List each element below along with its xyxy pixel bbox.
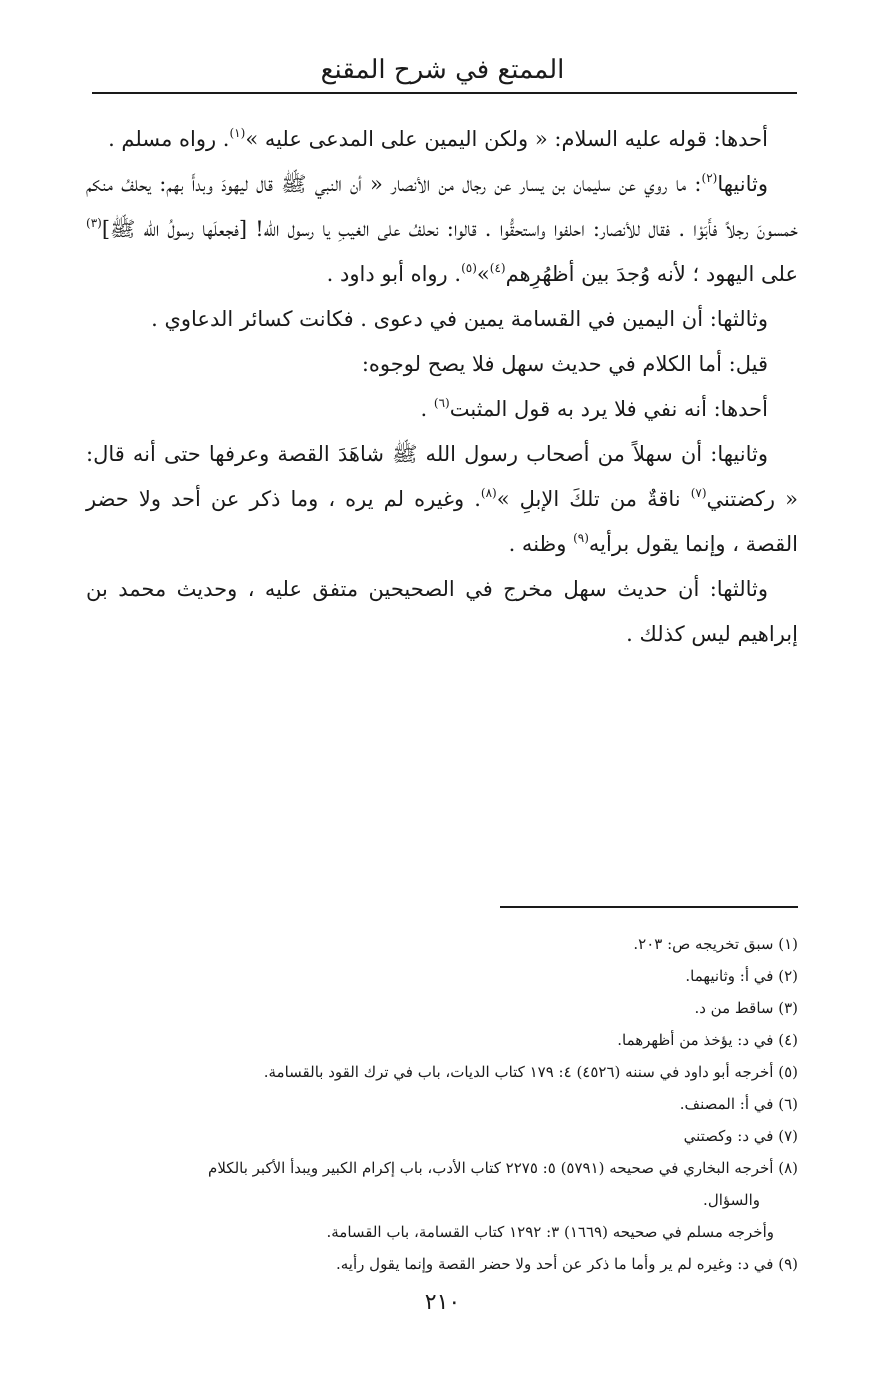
page-number: ٢١٠ xyxy=(424,1290,461,1315)
footnote-9: (٩) في د: وغيره لم ير وأما ما ذكر عن أحد ولا حضر القصة وإنما يقول رأيه. xyxy=(336,1255,798,1273)
paragraph-text: وثانيها xyxy=(717,172,768,196)
footnote-marker[interactable]: (٩) xyxy=(573,531,589,545)
footnote-marker[interactable]: (٢) xyxy=(701,171,718,185)
paragraph-text: أحدها: أنه نفي فلا يرد به قول المثبت xyxy=(449,397,768,421)
footnote-6: (٦) في أ: المصنف. xyxy=(679,1095,798,1113)
paragraph-text: . وغيره لم يره ، وما ذكر عن أحد ولا حضر القصة ، وإنما يقول برأيه xyxy=(86,487,798,556)
footnote-4: (٤) في د: يؤخذ من أظهرهما. xyxy=(617,1031,798,1049)
paragraph-text: ناقةٌ من تلكَ الإبلِ » xyxy=(496,487,691,511)
paragraph-2 xyxy=(86,162,798,297)
footnote-3: (٣) ساقط من د. xyxy=(694,999,798,1017)
footnote-1: (١) سبق تخريجه ص: ٢٠٣. xyxy=(633,935,798,953)
footnote-8-continuation: وأخرجه مسلم في صحيحه (١٦٦٩) ٣: ١٢٩٢ كتاب القسامة، باب القسامة. xyxy=(326,1223,774,1241)
footnote-5: (٥) أخرجه أبو داود في سننه (٤٥٢٦) ٤: ١٧٩ كتاب الديات، باب في ترك القود بالقسامة. xyxy=(263,1063,798,1081)
footnote-marker[interactable]: (٥) xyxy=(461,261,477,275)
footnote-marker[interactable]: (١) xyxy=(229,126,246,140)
paragraph-text: وثانيها: أن سهلاً من أصحاب رسول الله ﷺ شاهَدَ القصة وعرفها حتى أنه قال: « ركضتني xyxy=(86,442,798,511)
footnote-separator xyxy=(500,906,798,908)
paragraph-text: وثالثها: أن اليمين في القسامة يمين في دعوى . فكانت كسائر الدعاوي . xyxy=(151,307,768,331)
paragraph-5 xyxy=(86,387,798,432)
paragraph-text: وثالثها: أن حديث سهل مخرج في الصحيحين متفق عليه ، وحديث محمد بن إبراهيم ليس كذلك . xyxy=(86,577,798,646)
paragraph-text: قيل: أما الكلام في حديث سهل فلا يصح لوجوه: xyxy=(361,352,768,376)
paragraph-6 xyxy=(86,432,798,567)
footnote-marker[interactable]: (٨) xyxy=(480,486,497,500)
main-text xyxy=(86,117,798,657)
footnote-marker[interactable]: (٣) xyxy=(86,216,102,230)
paragraph-text: . رواه مسلم . xyxy=(108,127,230,151)
paragraph-3 xyxy=(86,297,798,342)
paragraph-text: » xyxy=(476,262,490,286)
paragraph-4 xyxy=(86,342,798,387)
running-header-title: الممتع في شرح المقنع xyxy=(320,55,565,85)
paragraph-1 xyxy=(86,117,798,162)
footnotes xyxy=(180,928,798,1280)
paragraph-text: وظنه . xyxy=(508,532,574,556)
footnote-7: (٧) في د: وكصتني xyxy=(683,1127,798,1145)
paragraph-text: . رواه أبو داود . xyxy=(326,262,462,286)
footnote-marker[interactable]: (٤) xyxy=(489,261,506,275)
footnote-marker[interactable]: (٦) xyxy=(433,396,450,410)
footnote-marker[interactable]: (٧) xyxy=(690,486,707,500)
paragraph-7 xyxy=(86,567,798,657)
paragraph-text: على اليهود ؛ لأنه وُجدَ بين أظهُرِهم xyxy=(505,262,798,286)
header-divider xyxy=(92,92,797,94)
paragraph-text: أحدها: قوله عليه السلام: « ولكن اليمين على المدعى عليه » xyxy=(245,127,768,151)
paragraph-text: . xyxy=(420,397,434,421)
footnote-2: (٢) في أ: وثانيهما. xyxy=(685,967,798,985)
paragraph-text: : ما روي عن سليمان بن يسار عن رجال من الأنصار « أن النبي ﷺ قال ليهودَ وبدأَ بهم: يحلفُ منكم خمسونَ رجلاً فأَبَوْا . فقال للأنصار: احلفوا واستحقُّوا . قالوا: نحلفُ على الغيبِ يا رسول الله! [فجعلَها رسولُ الله ﷺ] xyxy=(86,172,798,241)
footnote-8: (٨) أخرجه البخاري في صحيحه (٥٧٩١) ٥: ٢٢٧٥ كتاب الأدب، باب إكرام الكبير ويبدأ الأكبر بالكلام والسؤال. xyxy=(208,1159,798,1209)
